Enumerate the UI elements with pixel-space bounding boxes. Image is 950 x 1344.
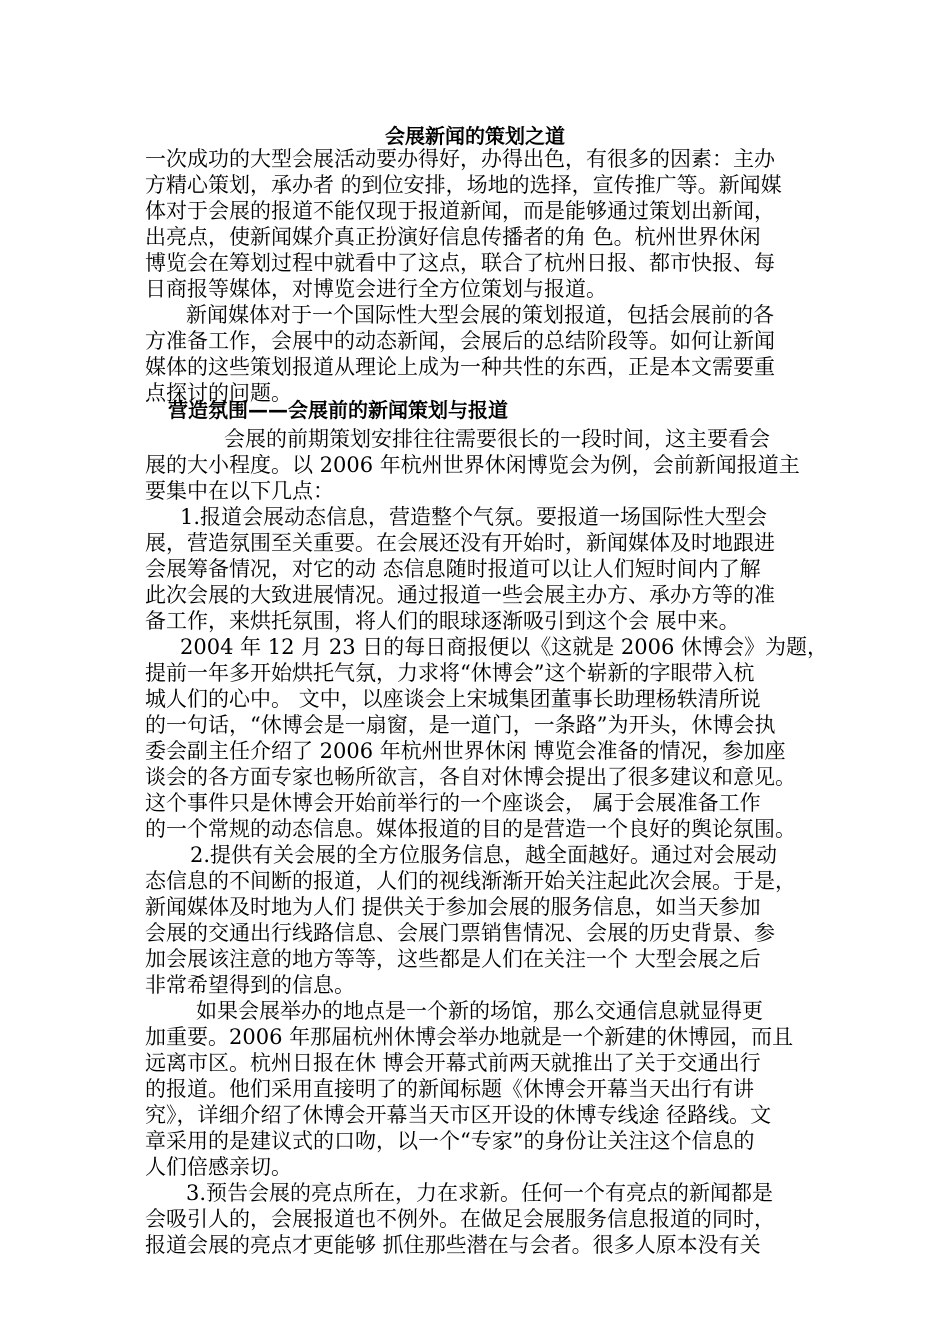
- paragraph-line: 的报道。他们采用直接明了的新闻标题《休博会开幕当天出行有讲: [145, 1077, 754, 1101]
- paragraph-line: 新闻媒体对于一个国际性大型会展的策划报道，包括会展前的各: [186, 303, 774, 327]
- paragraph-line: 非常希望得到的信息。: [145, 973, 355, 997]
- paragraph-line: 方精心策划，承办者 的到位安排，场地的选择，宣传推广等。新闻媒: [145, 173, 782, 197]
- paragraph-line: 要集中在以下几点：: [145, 479, 334, 503]
- paragraph-line: 方准备工作，会展中的动态新闻，会展后的总结阶段等。如何让新闻: [145, 329, 775, 353]
- paragraph-line: 点探讨的问题。: [145, 381, 292, 405]
- paragraph-line: 2004 年 12 月 23 日的每日商报便以《这就是 2006 休博会》为题，: [180, 635, 829, 659]
- section-heading: 营造氛围——会展前的新闻策划与报道: [168, 398, 508, 422]
- paragraph-line: 出亮点，使新闻媒介真正扮演好信息传播者的角 色。杭州世界休闲: [145, 225, 761, 249]
- paragraph-line: 章采用的是建议式的口吻，以一个“专家”的身份让关注这个信息的: [145, 1129, 755, 1153]
- paragraph-line: 会展筹备情况，对它的动 态信息随时报道可以让人们短时间内了解: [145, 557, 761, 581]
- paragraph-line: 新闻媒体及时地为人们 提供关于参加会展的服务信息，如当天参加: [145, 895, 761, 919]
- paragraph-line: 日商报等媒体，对博览会进行全方位策划与报道。: [145, 277, 607, 301]
- paragraph-line: 提前一年多开始烘托气氛，力求将“休博会”这个崭新的字眼带入杭: [145, 661, 755, 685]
- paragraph-line: 委会副主任介绍了 2006 年杭州世界休闲 博览会准备的情况，参加座: [145, 739, 786, 763]
- paragraph-line: 谈会的各方面专家也畅所欲言，各自对休博会提出了很多建议和意见。: [145, 765, 796, 789]
- paragraph-line: 会展的交通出行线路信息、会展门票销售情况、会展的历史背景、参: [145, 921, 775, 945]
- paragraph-line: 体对于会展的报道不能仅现于报道新闻，而是能够通过策划出新闻，: [145, 199, 775, 223]
- paragraph-line: 城人们的心中。 文中，以座谈会上宋城集团董事长助理杨轶清所说: [145, 687, 761, 711]
- paragraph-line: 博览会在筹划过程中就看中了这点，联合了杭州日报、都市快报、每: [145, 251, 775, 275]
- paragraph-line: 人们倍感亲切。: [145, 1155, 292, 1179]
- paragraph-line: 3.预告会展的亮点所在，力在求新。任何一个有亮点的新闻都是: [186, 1181, 774, 1205]
- paragraph-line: 备工作，来烘托氛围，将人们的眼球逐渐吸引到这个会 展中来。: [145, 609, 740, 633]
- paragraph-line: 这个事件只是休博会开始前举行的一个座谈会， 属于会展准备工作: [145, 791, 761, 815]
- paragraph-line: 如果会展举办的地点是一个新的场馆，那么交通信息就显得更: [196, 999, 763, 1023]
- paragraph-line: 远离市区。杭州日报在休 博会开幕式前两天就推出了关于交通出行: [145, 1051, 761, 1075]
- paragraph-line: 究》，详细介绍了休博会开幕当天市区开设的休博专线途 径路线。文: [145, 1103, 772, 1127]
- paragraph-line: 加会展该注意的地方等等，这些都是人们在关注一个 大型会展之后: [145, 947, 761, 971]
- paragraph-line: 的一个常规的动态信息。媒体报道的目的是营造一个良好的舆论氛围。: [145, 817, 796, 841]
- paragraph-line: 态信息的不间断的报道，人们的视线渐渐开始关注起此次会展。于是，: [145, 869, 796, 893]
- paragraph-line: 会展的前期策划安排往往需要很长的一段时间，这主要看会: [224, 427, 770, 451]
- paragraph-line: 2.提供有关会展的全方位服务信息，越全面越好。通过对会展动: [190, 843, 778, 867]
- paragraph-line: 1.报道会展动态信息，营造整个气氛。要报道一场国际性大型会: [180, 505, 768, 529]
- paragraph-line: 一次成功的大型会展活动要办得好，办得出色，有很多的因素：主办: [145, 147, 775, 171]
- paragraph-line: 的一句话，“休博会是一扇窗，是一道门，一条路”为开头，休博会执: [145, 713, 776, 737]
- paragraph-line: 此次会展的大致进展情况。通过报道一些会展主办方、承办方等的准: [145, 583, 775, 607]
- paragraph-line: 会吸引人的，会展报道也不例外。在做足会展服务信息报道的同时，: [145, 1207, 775, 1231]
- document-title: 会展新闻的策划之道: [385, 124, 565, 148]
- paragraph-line: 媒体的这些策划报道从理论上成为一种共性的东西，正是本文需要重: [145, 355, 775, 379]
- paragraph-line: 展，营造氛围至关重要。在会展还没有开始时，新闻媒体及时地跟进: [145, 531, 775, 555]
- paragraph-line: 加重要。2006 年那届杭州休博会举办地就是一个新建的休博园，而且: [145, 1025, 794, 1049]
- paragraph-line: 展的大小程度。以 2006 年杭州世界休闲博览会为例，会前新闻报道主: [145, 453, 800, 477]
- paragraph-line: 报道会展的亮点才更能够 抓住那些潜在与会者。很多人原本没有关: [145, 1233, 761, 1257]
